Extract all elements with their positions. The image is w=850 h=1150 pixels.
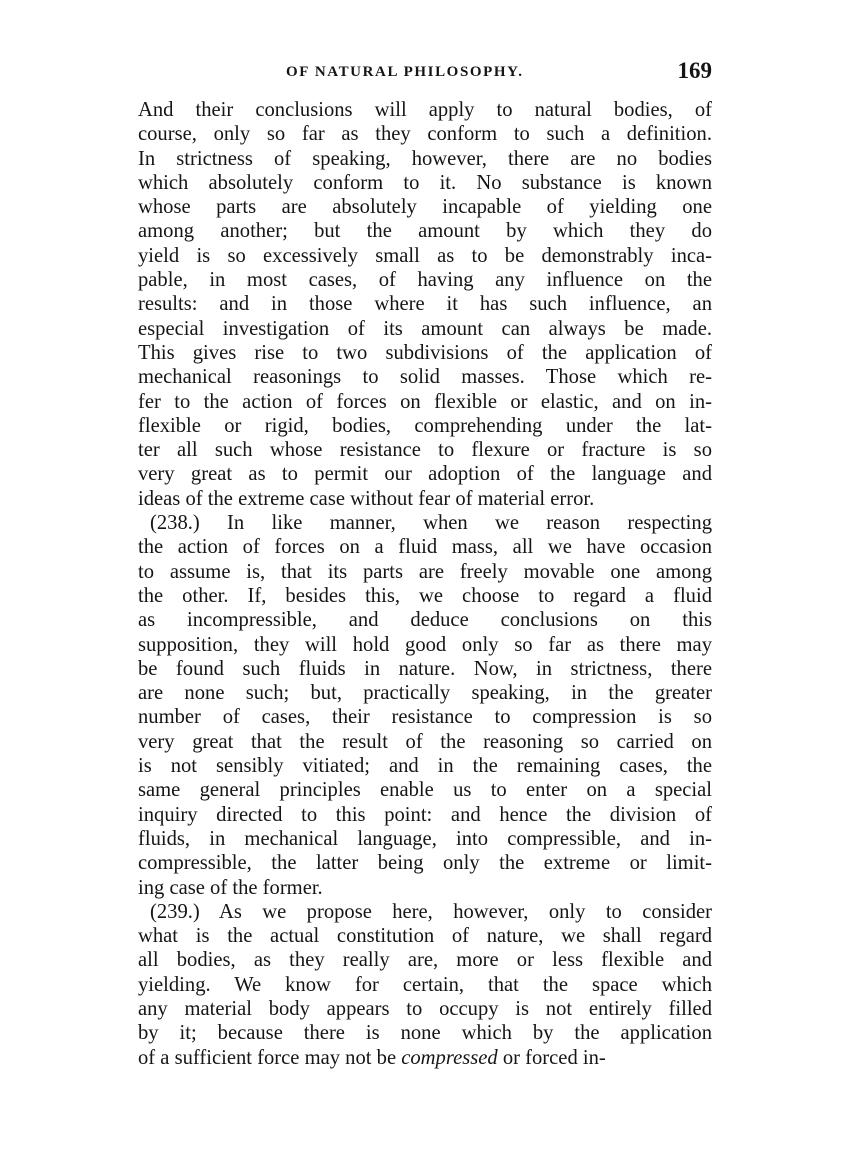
text-line: to assume is, that its parts are freely movable one among <box>138 560 712 583</box>
text-line: This gives rise to two subdivisions of the application of <box>138 341 712 364</box>
text-line: fer to the action of forces on flexible or elastic, and on in- <box>138 390 712 413</box>
text-line: flexible or rigid, bodies, comprehending under the lat- <box>138 414 712 437</box>
running-title: OF NATURAL PHILOSOPHY. <box>286 64 524 80</box>
text-line: course, only so far as they conform to such a definition. <box>138 123 712 146</box>
text-line: the action of forces on a fluid mass, all we have occasion <box>138 536 712 559</box>
text-line: by it; because there is none which by the application <box>138 1022 712 1045</box>
text-line: ter all such whose resistance to flexure or fracture is so <box>138 439 712 462</box>
text-line: any material body appears to occupy is not entirely filled <box>138 997 712 1020</box>
text-line-final <box>138 1046 712 1070</box>
running-head <box>138 58 712 92</box>
book-page <box>138 58 712 1070</box>
text-line: (238.) In like manner, when we reason respecting <box>150 512 712 535</box>
text-line: is not sensibly vitiated; and in the remaining cases, the <box>138 755 712 778</box>
text-line: (239.) As we propose here, however, only to consider <box>150 900 712 923</box>
page-number: 169 <box>677 58 712 83</box>
text-line: In strictness of speaking, however, there are no bodies <box>138 147 712 170</box>
text-line: same general principles enable us to enter on a special <box>138 779 712 802</box>
body-text <box>138 98 712 1046</box>
text-line: as incompressible, and deduce conclusions on this <box>138 609 712 632</box>
text-line: pable, in most cases, of having any influence on the <box>138 269 712 292</box>
text-line: results: and in those where it has such influence, an <box>138 293 712 316</box>
text-line: number of cases, their resistance to compression is so <box>138 706 712 729</box>
text-line: which absolutely conform to it. No substance is known <box>138 171 712 194</box>
text-line: the other. If, besides this, we choose to regard a fluid <box>138 584 712 607</box>
text-line: all bodies, as they really are, more or less flexible and <box>138 949 712 972</box>
text-line: are none such; but, practically speaking, in the greater <box>138 682 712 705</box>
text-line: whose parts are absolutely incapable of yielding one <box>138 196 712 219</box>
text-line: very great that the result of the reasoning so carried on <box>138 730 712 753</box>
text-line: And their conclusions will apply to natural bodies, of <box>138 99 712 121</box>
text-line: mechanical reasonings to solid masses. Those which re- <box>138 366 712 389</box>
text-line: especial investigation of its amount can always be made. <box>138 317 712 340</box>
text-line: inquiry directed to this point: and hence the division of <box>138 803 712 826</box>
text-line: compressible, the latter being only the extreme or limit- <box>138 852 712 875</box>
final-line-after: or forced in- <box>497 1046 606 1069</box>
final-line-before: of a sufficient force may not be <box>138 1046 402 1069</box>
final-line-emphasis: compressed <box>401 1046 498 1069</box>
text-line: among another; but the amount by which they do <box>138 220 712 243</box>
text-line: yield is so excessively small as to be demonstrably inca- <box>138 244 712 267</box>
text-line: very great as to permit our adoption of the language and <box>138 463 712 486</box>
text-line: fluids, in mechanical language, into compressible, and in- <box>138 827 712 850</box>
text-line: what is the actual constitution of nature, we shall regard <box>138 925 712 948</box>
text-line: ing case of the former. <box>138 876 323 899</box>
text-line: ideas of the extreme case without fear of material error. <box>138 487 595 510</box>
text-line: be found such fluids in nature. Now, in strictness, there <box>138 657 712 680</box>
text-line: supposition, they will hold good only so far as there may <box>138 633 712 656</box>
text-line: yielding. We know for certain, that the space which <box>138 973 712 996</box>
